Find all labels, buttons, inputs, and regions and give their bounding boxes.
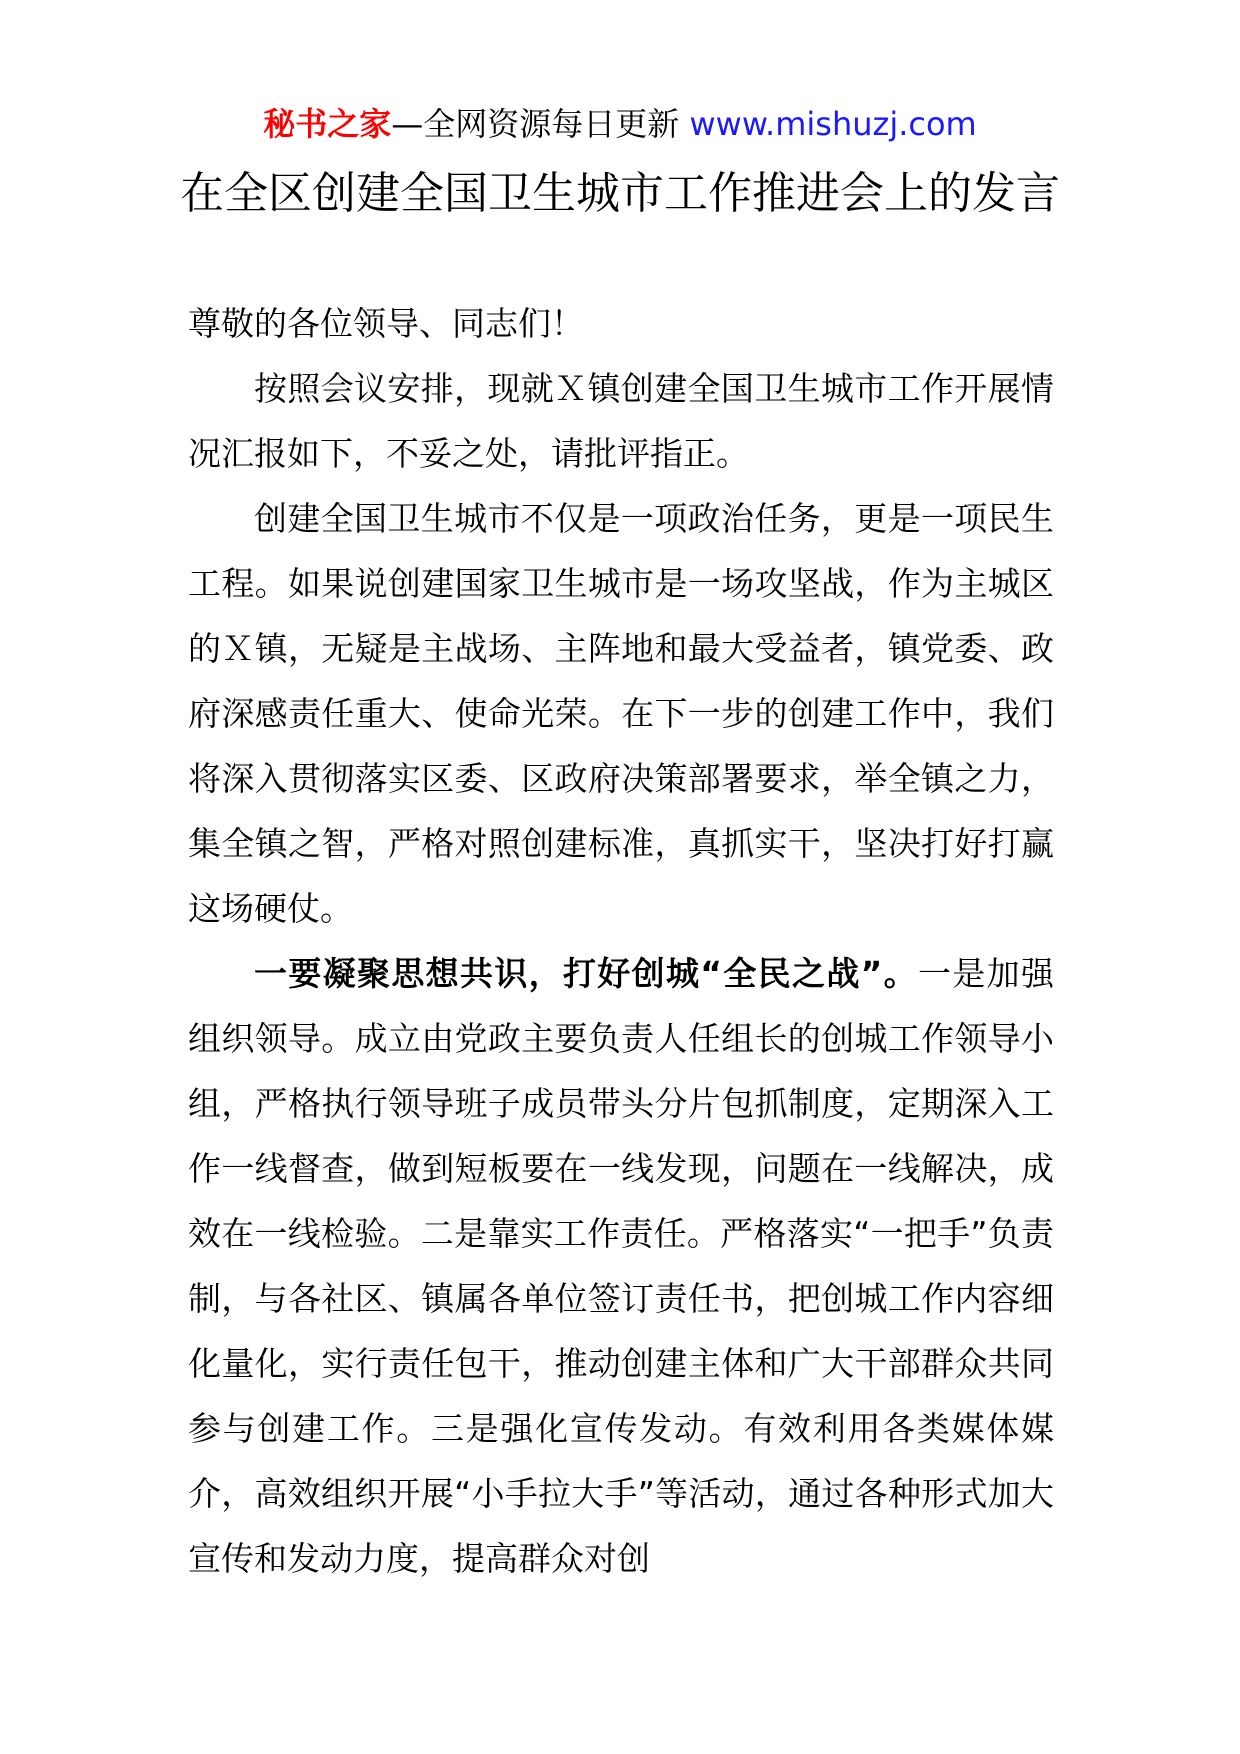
site-tagline: —全网资源每日更新 bbox=[391, 105, 690, 143]
salutation: 尊敬的各位领导、同志们！ bbox=[188, 304, 584, 343]
site-url-link[interactable]: www.mishuzj.com bbox=[689, 105, 977, 143]
paragraph-intro: 按照会议安排，现就Ｘ镇创建全国卫生城市工作开展情况汇报如下，不妥之处，请批评指正。 bbox=[188, 369, 1054, 473]
site-header bbox=[0, 102, 1240, 146]
section-1-heading: 一要凝聚思想共识，打好创城“全民之战”。 bbox=[254, 954, 918, 993]
brand-name: 秘书之家 bbox=[263, 105, 392, 143]
document-body bbox=[188, 291, 1054, 1591]
section-1-text: 一是加强组织领导。成立由党政主要负责人任组长的创城工作领导小组，严格执行领导班子成员带头分片包抓制度，定期深入工作一线督查，做到短板要在一线发现，问题在一线解决，成效在一线检验。二是靠实工作责任。严格落实“一把手”负责制，与各社区、镇属各单位签订责任书，把创城工作内容细化量化，实行责任包干，推动创建主体和广大干部群众共同参与创建工作。三是强化宣传发动。有效利用各类媒体媒介，高效组织开展“小手拉大手”等活动，通过各种形式加大宣传和发动力度，提高群众对创 bbox=[188, 954, 1054, 1578]
paragraph-overview: 创建全国卫生城市不仅是一项政治任务，更是一项民生工程。如果说创建国家卫生城市是一场攻坚战，作为主城区的Ｘ镇，无疑是主战场、主阵地和最大受益者，镇党委、政府深感责任重大、使命光荣。在下一步的创建工作中，我们将深入贯彻落实区委、区政府决策部署要求，举全镇之力，集全镇之智，严格对照创建标准，真抓实干，坚决打好打赢这场硬仗。 bbox=[188, 499, 1054, 928]
document-title: 在全区创建全国卫生城市工作推进会上的发言 bbox=[180, 168, 1060, 219]
paragraph-section-1 bbox=[188, 941, 1054, 1591]
